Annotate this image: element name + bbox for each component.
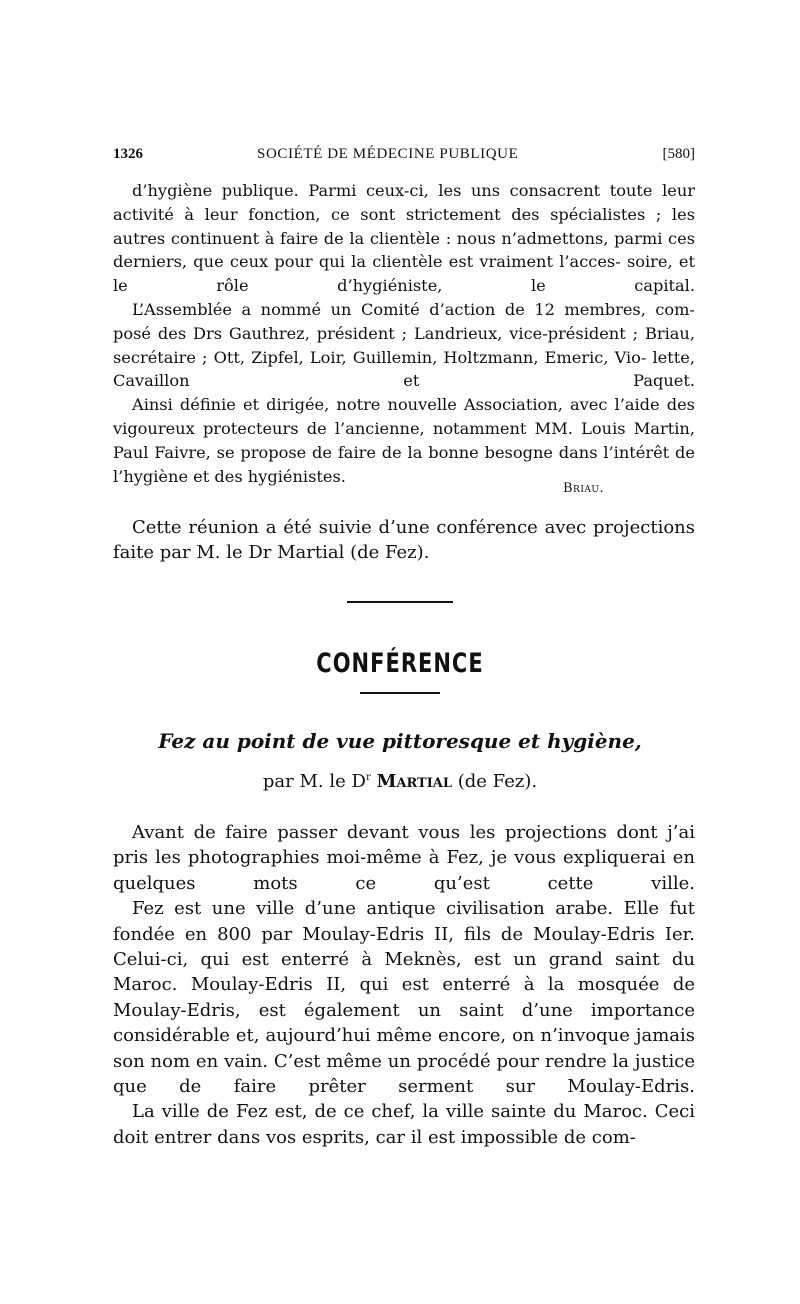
text-line: vain. C’est même un procédé pour rendre la justice que de (113, 1050, 695, 1098)
text-line: quelques mots ce qu’est cette ville. (113, 872, 695, 894)
byline-superscript: r (365, 772, 371, 783)
text-line: Ainsi définie et dirigée, notre nouvelle Association, avec l’aide des (132, 395, 695, 415)
folio-number: [580] (662, 146, 695, 162)
section-divider (347, 601, 453, 603)
text-line: vigoureux protecteurs de l’ancienne, notamment MM. Louis Martin, (113, 418, 695, 438)
text-line: Cette réunion a été suivie d’une conférence avec projections (132, 517, 695, 538)
author-byline (0, 771, 800, 792)
text-line: doit entrer dans vos esprits, car il est impossible de com- (113, 1126, 636, 1148)
text-line: activité à leur fonction, ce sont strictement des spécialistes ; les (113, 204, 695, 224)
text-line: Paul Faivre, se propose de faire de la bonne besogne dans l’intérêt (113, 442, 670, 462)
text-line: de l’hygiène et des hygiénistes. (113, 442, 695, 486)
byline-prefix: par M. le D (262, 771, 366, 792)
conference-subtitle: Fez au point de vue pittoresque et hygiène, (158, 729, 642, 753)
byline-suffix: (de Fez). (457, 771, 538, 792)
body-paragraph-2 (113, 896, 695, 1099)
author-name: Martial (376, 771, 453, 792)
text-line: d’hygiène publique. Parmi ceux-ci, les uns consacrent toute leur (132, 181, 695, 200)
intro-paragraph-1 (113, 179, 695, 298)
signature: Briau. (563, 481, 605, 496)
running-header (113, 146, 695, 166)
text-line: La ville de Fez est, de ce chef, la ville sainte du Maroc. Ceci (132, 1101, 695, 1123)
conference-heading: CONFÉRENCE (316, 648, 484, 678)
intro-paragraph-3 (113, 393, 695, 488)
text-line: Moulay-Edris II, qui est enterré à la mosquée de Moulay-Edris, (113, 974, 695, 1021)
text-line: soire, et le rôle d’hygiéniste, le capital. (113, 252, 695, 296)
running-title: SOCIÉTÉ DE MÉDECINE PUBLIQUE (257, 146, 519, 162)
body-paragraph-1 (113, 820, 695, 896)
text-line: pris les photographies moi-même à Fez, je vous expliquerai en (113, 847, 695, 869)
text-line: fondée en 800 par Moulay-Edris II, fils de Moulay-Edris Ier. (113, 923, 695, 945)
text-line: Fez est une ville d’une antique civilisation arabe. Elle fut (132, 898, 695, 920)
page-number: 1326 (113, 146, 143, 162)
intro-paragraph-2 (113, 298, 695, 393)
text-line: lette, Cavaillon et Paquet. (113, 347, 695, 391)
text-line: secrétaire ; Ott, Zipfel, Loir, Guillemin, Holtzmann, Emeric, Vio- (113, 347, 647, 367)
text-line: autres continuent à faire de la clientèle : nous n’admettons, parmi (113, 228, 663, 248)
conference-note (113, 515, 695, 566)
text-line: ces derniers, que ceux pour qui la clientèle est vraiment l’acces- (113, 228, 695, 272)
text-line: faite par M. le Dr Martial (de Fez). (113, 542, 430, 564)
text-line: Celui-ci, qui est enterré à Meknès, est un grand saint du Maroc. (113, 949, 695, 996)
intro-text (113, 179, 695, 488)
text-line: posé des Drs Gauthrez, président ; Landrieux, vice-président ; Briau, (113, 323, 695, 343)
text-line: Avant de faire passer devant vous les projections dont j’ai (132, 822, 695, 843)
text-line: est également un saint d’une importance considérable et, (113, 999, 695, 1047)
text-line: L’Assemblée a nommé un Comité d’action de 12 membres, com- (132, 299, 695, 319)
heading-underline (360, 692, 440, 694)
note-paragraph (113, 515, 695, 566)
conference-body (113, 820, 695, 1150)
text-line: faire prêter serment sur Moulay-Edris. (233, 1076, 695, 1098)
text-line: aujourd’hui même encore, on n’invoque jamais son nom en (113, 1025, 695, 1072)
body-paragraph-3 (113, 1099, 695, 1150)
